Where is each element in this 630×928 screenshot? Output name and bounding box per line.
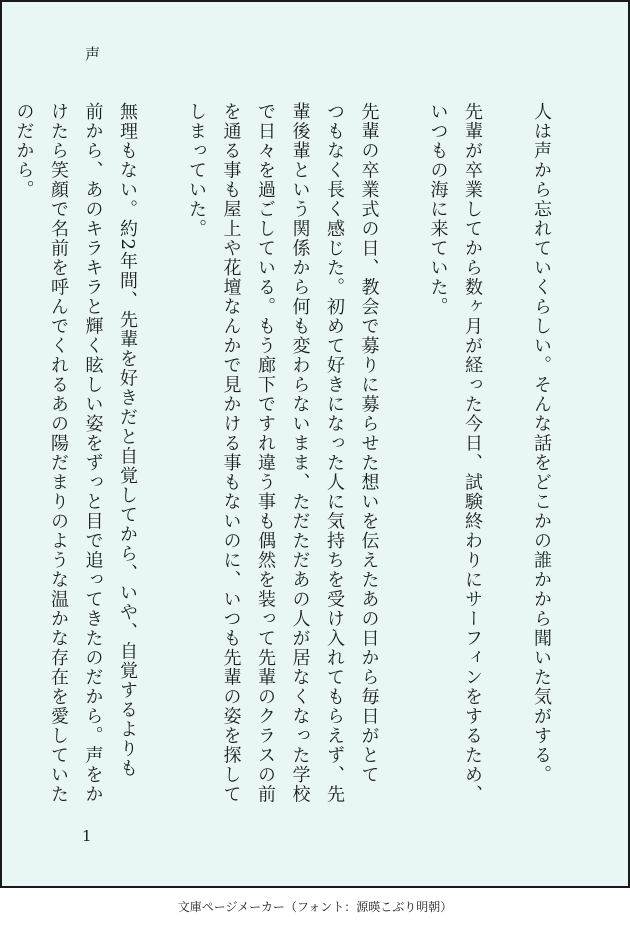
body-line <box>144 102 179 802</box>
body-line: 輩後輩という関係から何も変わらないまま、ただただあの人が居なくなった学校 <box>289 102 311 804</box>
body-line: のだから。 <box>13 102 35 200</box>
body-line: 無理もない。約2年間、先輩を好きだと自覚してから、いや、自覚するよりも <box>117 102 138 778</box>
body-line: つもなく長く感じた。初めて好きになった人に気持ちを受け入れてもらえず、先 <box>324 102 345 804</box>
body-line <box>386 102 421 802</box>
page-number: 1 <box>82 827 92 845</box>
body-line: 前から、あのキラキラと輝く眩しい姿をずっと目で追ってきたのだから。声をか <box>82 102 104 804</box>
body-line: 先輩が卒業してから数ヶ月が経った今日、試験終わりにサーフィンをするため、 <box>462 102 483 804</box>
body-line: 先輩の卒業式の日、教会で募りに募らせた想いを伝えたあの日から毎日がとて <box>358 102 380 785</box>
body-line: けたら笑顔で名前を呼んでくれるあの陽だまりのような温かな存在を愛していた <box>48 102 69 804</box>
body-line: いつもの海に来ていた。 <box>427 102 449 317</box>
body-line: 人は声から忘れていくらしい。そんな話をどこかの誰かから聞いた気がする。 <box>531 102 552 785</box>
body-line: しまっていた。 <box>186 102 207 239</box>
footer-caption: 文庫ページメーカー（フォント：源暎こぶり明朝） <box>177 900 453 914</box>
body-line <box>489 102 524 802</box>
body-line: を通る事も屋上や花壇なんかで見かける事もないのに、いつも先輩の姿を探して <box>220 102 242 804</box>
body-line: で日々を過ごしている。もう廊下ですれ違う事も偶然を装って先輩のクラスの前 <box>255 102 276 804</box>
body-text <box>6 102 558 802</box>
header-title: 声 <box>83 46 101 61</box>
